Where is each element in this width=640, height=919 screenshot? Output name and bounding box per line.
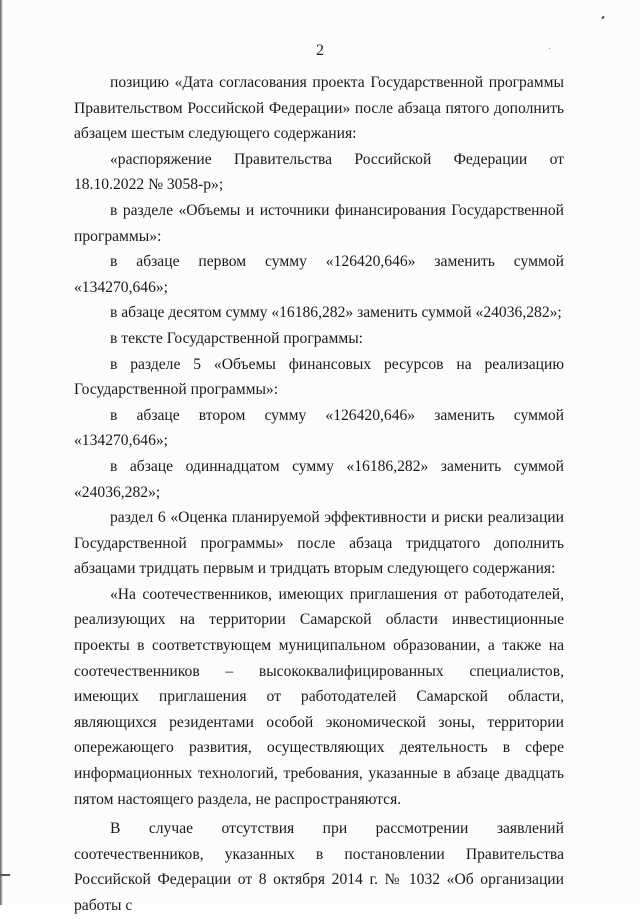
paragraph: в абзаце десятом сумму «16186,282» заменить суммой «24036,282»; (110, 304, 562, 322)
paragraph: в абзаце втором сумму «126420,646» заменить суммой «134270,646»; (74, 406, 564, 450)
page-number: 2 (316, 42, 324, 59)
scan-edge-shadow (0, 0, 3, 905)
paragraph: в тексте Государственной программы: (110, 329, 364, 347)
paragraph: в разделе «Объемы и источники финансирования Государственной программы»: (74, 201, 564, 245)
paragraph: В случае отсутствия при рассмотрении заявлений соотечественников, указанных в постановлении Правительства Российской Федерации от 8 октября 2014 г. № 1032 «Об организации работы с (74, 820, 564, 914)
paragraph: в разделе 5 «Объемы финансовых ресурсов на реализацию Государственной программы»: (74, 355, 564, 399)
paragraph: «распоряжение Правительства Российской Федерации от 18.10.2022 № 3058-р»; (74, 150, 564, 194)
paragraph: в абзаце первом сумму «126420,646» заменить суммой «134270,646»; (74, 253, 564, 296)
paragraph: в абзаце одиннадцатом сумму «16186,282» заменить суммой «24036,282»; (74, 457, 564, 501)
scan-artifact-mark (601, 16, 604, 20)
document-body (74, 70, 564, 919)
paragraph: раздел 6 «Оценка планируемой эффективности и риски реализации Государственной программы» после абзаца тридцатого дополнить абзацами тридцать первым и тридцать вторым следующего содержания: (74, 509, 564, 578)
paragraph: позицию «Дата согласования проекта Государственной программы Правительством Российской Федерации» после абзаца пятого дополнить абзацем шестым следующего содержания: (74, 74, 564, 143)
scan-artifact-mark (0, 874, 10, 876)
paragraph: «На соотечественников, имеющих приглашения от работодателей, реализующих на территории Самарской области инвестиционные проекты в соответствующем муниципальном образовании, а также на соотечественников – высококвалифицированных специалистов, имеющих приглашения от работодателей Самарской области, являющихся резидентами особой экономической зоны, территории опережающего развития, осуществляющих деятельность в сфере информационных технологий, требования, указанные в абзаце двадцать пятом настоящего раздела, не распространяются. (74, 585, 564, 808)
